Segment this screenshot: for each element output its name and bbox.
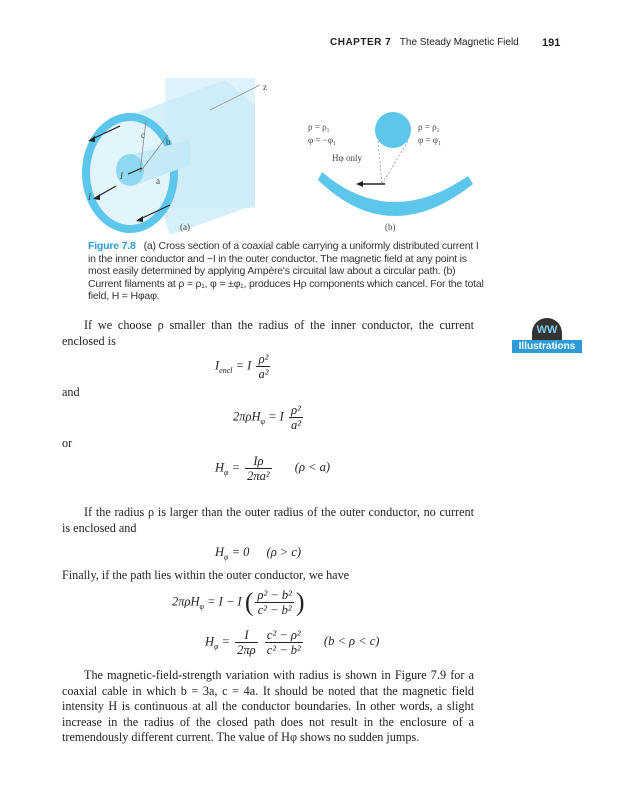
- page-number: 191: [542, 37, 561, 49]
- ww-illustrations-badge[interactable]: [512, 318, 582, 353]
- denominator: c² − b²: [266, 643, 301, 657]
- fraction-1: [235, 628, 258, 657]
- condition: (ρ > c): [266, 545, 302, 559]
- ww-logo-icon: WW: [532, 318, 562, 340]
- chapter-title: The Steady Magnetic Field: [399, 37, 519, 48]
- condition: (b < ρ < c): [323, 634, 380, 649]
- eq-lhs: H: [215, 545, 225, 559]
- numerator: I: [235, 628, 258, 643]
- fraction-2: [265, 628, 303, 657]
- right-rho-label: ρ = ρ₁: [418, 122, 440, 132]
- eq-lhs: 2πρH: [172, 594, 200, 609]
- subfigure-a-label: (a): [180, 222, 190, 232]
- eq-op: =: [218, 634, 234, 649]
- current-inner-label: I: [120, 171, 123, 181]
- eq-lhs-sub: φ: [224, 552, 229, 562]
- equation-h-outer: [205, 628, 379, 657]
- running-header: [330, 37, 519, 48]
- right-phi-label: φ = φ₁: [418, 135, 442, 145]
- text-and: and: [62, 385, 80, 399]
- z-axis-label: z: [263, 82, 267, 92]
- numerator: ρ²: [289, 403, 303, 418]
- numerator: c² − ρ²: [265, 628, 303, 643]
- chapter-label: CHAPTER 7: [330, 37, 392, 48]
- eq-lhs: H: [215, 460, 225, 475]
- equation-i-enclosed: [215, 352, 272, 381]
- denominator: 2πa²: [247, 469, 270, 483]
- numerator: ρ²: [256, 352, 270, 367]
- denominator: a²: [258, 367, 269, 381]
- eq-lhs-sub: φ: [224, 467, 229, 477]
- paren-open: (: [244, 587, 254, 617]
- eq-op: = I − I: [203, 594, 242, 609]
- badge-text: Illustrations: [512, 340, 582, 353]
- denominator: 2πρ: [237, 643, 256, 657]
- numerator: Iρ: [245, 454, 272, 469]
- eq-rhs: = 0: [228, 545, 250, 559]
- equation-h-inner: [215, 454, 330, 483]
- left-rho-label: ρ = ρ₁: [308, 122, 330, 132]
- equation-ampere-outer: [172, 588, 305, 617]
- denominator: a²: [290, 418, 301, 432]
- eq-lhs: H: [205, 634, 215, 649]
- h-phi-only-label: Hφ only: [332, 153, 362, 163]
- left-phi-label: φ = −φ₁: [308, 135, 337, 145]
- eq-lhs-sub: encl: [219, 365, 233, 375]
- paren-close: ): [295, 587, 305, 617]
- eq-lhs: I: [215, 358, 220, 373]
- numerator: ρ² − b²: [257, 588, 292, 602]
- fraction: [289, 403, 303, 432]
- filament-diagram: [308, 112, 473, 232]
- paragraph-2: If the radius ρ is larger than the outer radius of the outer conductor, no current is enclosed and: [62, 505, 474, 535]
- radius-a-label: a: [156, 176, 160, 186]
- fraction: [256, 352, 270, 381]
- caption-label: Figure 7.8: [88, 240, 136, 252]
- eq-lhs-sub: φ: [214, 641, 219, 651]
- fraction: [245, 454, 272, 483]
- denominator: c² − b²: [257, 603, 292, 617]
- eq-op: = I: [264, 409, 284, 424]
- coaxial-cable-illustration: [82, 78, 267, 235]
- paragraph-3: Finally, if the path lies within the outer conductor, we have: [62, 568, 350, 582]
- text-or: or: [62, 436, 73, 450]
- paragraph-1: If we choose ρ smaller than the radius of the inner conductor, the current enclosed is: [62, 318, 474, 348]
- eq-lhs-sub: φ: [260, 416, 265, 426]
- fraction: [255, 588, 293, 617]
- caption-text: (a) Cross section of a coaxial cable carrying a uniformly distributed current I in the inner conductor and −I in the outer conductor. The magnetic field at any point is most easily determined by applying Ampère's circuital law about a circular path. (b) Current filaments at ρ = ρ₁, φ = ±φ₁, produces Hρ components which cancel. For the total field, H = Hφaφ.: [88, 240, 484, 302]
- eq-op: = I: [232, 358, 252, 373]
- eq-op: =: [228, 460, 244, 475]
- equation-h-outside: [215, 545, 301, 565]
- condition: (ρ < a): [294, 460, 331, 475]
- current-outer-label: I: [88, 192, 91, 202]
- equation-ampere-inner: [233, 403, 305, 432]
- radius-b-label: b: [166, 137, 171, 147]
- paragraph-4: The magnetic-field-strength variation with radius is shown in Figure 7.9 for a coaxial cable in which b = 3a, c = 4a. It should be noted that the magnetic field intensity H is continuous at all the conductor boundaries. In other words, a slight increase in the radius of the closed path does not result in the enclosure of a tremendously different current. The value of Hφ shows no sudden jumps.: [62, 668, 474, 744]
- eq-lhs-sub: φ: [199, 601, 204, 611]
- figure-caption: [88, 240, 488, 303]
- subfigure-b-label: (b): [385, 222, 396, 232]
- radius-c-label: c: [141, 130, 145, 140]
- eq-lhs: 2πρH: [233, 409, 261, 424]
- figure-7-8: [60, 60, 480, 235]
